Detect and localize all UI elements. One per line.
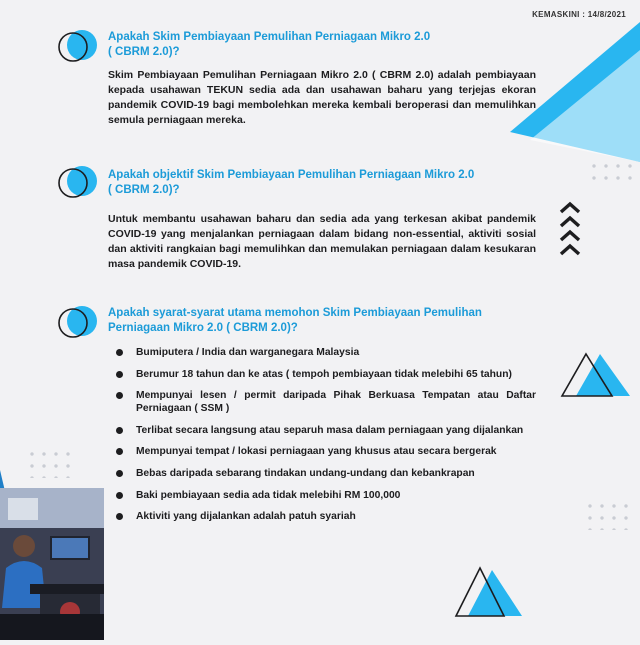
section-1-title-line2: ( CBRM 2.0)? [108,46,180,58]
office-photo [0,488,104,640]
list-item: Mempunyai tempat / lokasi perniagaan yang khusus atau secara bergerak [116,445,536,458]
section-2-title-line2: ( CBRM 2.0)? [108,184,180,196]
list-item: Baki pembiayaan sedia ada tidak melebihi RM 100,000 [116,489,536,502]
chevrons-up-icon [558,200,582,262]
list-item: Aktiviti yang dijalankan adalah patuh syariah [116,510,536,523]
triangle-outline-decoration [560,352,632,400]
section-1-body: Skim Pembiayaan Pemulihan Perniagaan Mikro 2.0 ( CBRM 2.0) adalah pembiayaan kepada usahawan TEKUN sedia ada dan usahawan baharu yang terjejas ekoran pandemik COVID-19 bagi membolehkan mereka kembali beroperasi dan memulihkan semula perniagaan mereka. [108,69,536,126]
section-3-circle-icon [56,304,100,340]
section-1-circle-icon [56,28,100,64]
section-2-circle-icon [56,164,100,200]
section-3-title-line1: Apakah syarat-syarat utama memohon Skim Pembiayaan Pemulihan [108,307,482,319]
list-item: Mempunyai lesen / permit daripada Pihak Berkuasa Tempatan atau Daftar Perniagaan ( SSM ) [116,389,536,415]
bottom-triangle-decoration [454,564,524,620]
update-date: KEMASKINI : 14/8/2021 [532,10,626,19]
list-item: Terlibat secara langsung atau separuh masa dalam perniagaan yang dijalankan [116,424,536,437]
list-item: Bebas daripada sebarang tindakan undang-undang dan kebankrapan [116,467,536,480]
bottom-right-dot-grid [584,500,628,530]
section-2-title-line1: Apakah objektif Skim Pembiayaan Pemulihan Perniagaan Mikro 2.0 [108,169,475,181]
section-1-title-line1: Apakah Skim Pembiayaan Pemulihan Perniagaan Mikro 2.0 [108,31,431,43]
section-1-title [108,30,548,60]
top-right-dot-grid [588,160,634,182]
requirements-list [116,346,536,532]
section-3-title-line2: Perniagaan Mikro 2.0 ( CBRM 2.0)? [108,322,298,334]
section-2-title [108,168,548,198]
list-item: Bumiputera / India dan warganegara Malaysia [116,346,536,359]
section-3-title [108,306,548,336]
list-item: Berumur 18 tahun dan ke atas ( tempoh pembiayaan tidak melebihi 65 tahun) [116,368,536,381]
section-2-body: Untuk membantu usahawan baharu dan sedia ada yang terkesan akibat pandemik COVID-19 yang menjalankan perniagaan dalam bidang non-essential, aktiviti sosial dan aktiviti rangkaian bagi memulihkan dan memulakan perniagaan dalam kesukaran masa pandemik COVID-19. [108,213,536,270]
